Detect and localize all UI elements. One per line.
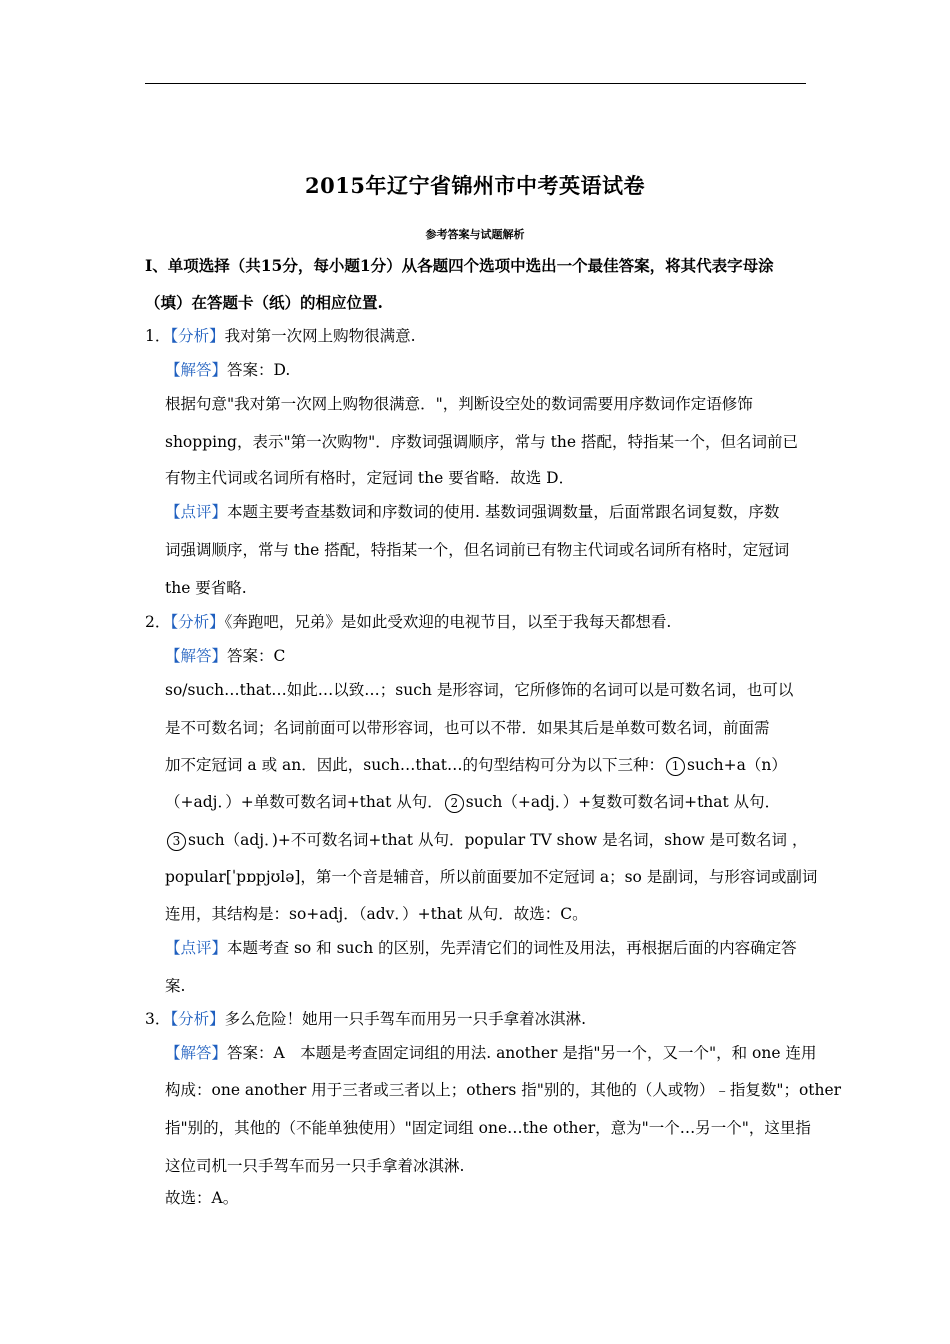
question-number: 2． (145, 613, 171, 631)
question-1-body-line: 有物主代词或名词所有格时，定冠词 the 要省略．故选 D． (165, 469, 575, 487)
question-number: 3． (145, 1010, 171, 1028)
analysis-tag: 【分析】 (170, 327, 225, 345)
question-3-answer (165, 1043, 816, 1063)
circled-number: 3 (167, 832, 186, 851)
answer-tag: 【解答】 (165, 1044, 228, 1062)
body-text: such+a（n） (687, 756, 787, 774)
question-2-body-line: so/such…that…如此…以致…；such 是形容词，它所修饰的名词可以是可数名词，也可以 (165, 681, 794, 699)
question-2-answer (165, 646, 285, 666)
answer-tag: 【解答】 (165, 647, 228, 665)
question-2-body-line (165, 830, 807, 851)
body-text: such（+adj．）+复数可数名词+that 从句． (465, 793, 781, 811)
page-subtitle: 参考答案与试题解析 (425, 228, 525, 241)
question-2-comment-line: 案. (165, 977, 186, 995)
body-text: （+adj．）+单数可数名词+that 从句． (165, 793, 443, 811)
analysis-text: 多么危险！她用一只手驾车而用另一只手拿着冰淇淋. (224, 1010, 587, 1028)
body-text: 加不定冠词 a 或 an．因此，such…that…的句型结构可分为以下三种： (165, 756, 665, 774)
comment-text: 本题考查 so 和 such 的区别，先弄清它们的词性及用法，再根据后面的内容确定答 (227, 939, 797, 957)
question-1-answer (165, 360, 290, 380)
question-number: 1． (145, 327, 171, 345)
question-2-body-line (165, 755, 787, 776)
question-3-analysis (145, 1009, 586, 1029)
body-text: such（adj．)+不可数名词+that 从句．popular TV show 是名词，show 是可数名词 ， (188, 831, 808, 849)
answer-text: 答案：C (227, 647, 286, 665)
question-1-body-line: 根据句意"我对第一次网上购物很满意．"，判断设空处的数词需要用序数词作定语修饰 (165, 395, 753, 413)
question-2-body-line: 是不可数名词；名词前面可以带形容词，也可以不带．如果其后是单数可数名词，前面需 (165, 719, 770, 737)
question-1-comment-line: the 要省略. (165, 579, 247, 597)
answer-text: 答案：D. (227, 361, 291, 379)
circled-number: 1 (666, 757, 685, 776)
analysis-tag: 【分析】 (170, 1010, 225, 1028)
question-1-comment-line: 词强调顺序，常与 the 搭配，特指某一个，但名词前已有物主代词或名词所有格时，定冠词 (165, 541, 790, 559)
question-2-comment (165, 938, 797, 958)
question-3-body-line: 构成：one another 用于三者或三者以上；others 指"别的，其他的（人或物）﹣指复数"；other (165, 1081, 842, 1099)
question-2-body-line: 连用，其结构是：so+adj．（adv．）+that 从句．故选：C。 (165, 905, 588, 923)
comment-tag: 【点评】 (165, 939, 228, 957)
question-2-body-line (165, 792, 780, 813)
page-title: 2015年辽宁省锦州市中考英语试卷 (305, 173, 645, 198)
question-3-body-line: 指"别的，其他的（不能单独使用）"固定词组 one…the other，意为"一个…另一个"，这里指 (165, 1119, 811, 1137)
section-heading-line1: I、单项选择（共15分，每小题1分）从各题四个选项中选出一个最佳答案，将其代表字母涂 (145, 256, 774, 275)
question-2-analysis (145, 612, 671, 632)
header-rule (145, 83, 806, 84)
question-3-body-line: 这位司机一只手驾车而另一只手拿着冰淇淋. (165, 1157, 465, 1175)
circled-number: 2 (445, 794, 464, 813)
answer-text: 答案：A 本题是考查固定词组的用法. another 是指"另一个，又一个"，和 one 连用 (227, 1044, 817, 1062)
analysis-text: 《奔跑吧，兄弟》是如此受欢迎的电视节目，以至于我每天都想看. (224, 613, 672, 631)
question-1-body-line: shopping，表示"第一次购物"．序数词强调顺序，常与 the 搭配，特指某一个，但名词前已 (165, 433, 798, 451)
comment-text: 本题主要考查基数词和序数词的使用. 基数词强调数量，后面常跟名词复数，序数 (227, 503, 780, 521)
question-3-final: 故选：A。 (165, 1189, 239, 1207)
question-1-comment (165, 502, 779, 522)
answer-tag: 【解答】 (165, 361, 228, 379)
comment-tag: 【点评】 (165, 503, 228, 521)
question-1-analysis (145, 326, 416, 346)
analysis-text: 我对第一次网上购物很满意. (224, 327, 416, 345)
analysis-tag: 【分析】 (170, 613, 225, 631)
section-heading-line2: （填）在答题卡（纸）的相应位置. (145, 293, 383, 312)
question-2-body-line: popular[ˈpɒpjʊlə]，第一个音是辅音，所以前面要加不定冠词 a；so 是副词，与形容词或副词 (165, 868, 818, 886)
